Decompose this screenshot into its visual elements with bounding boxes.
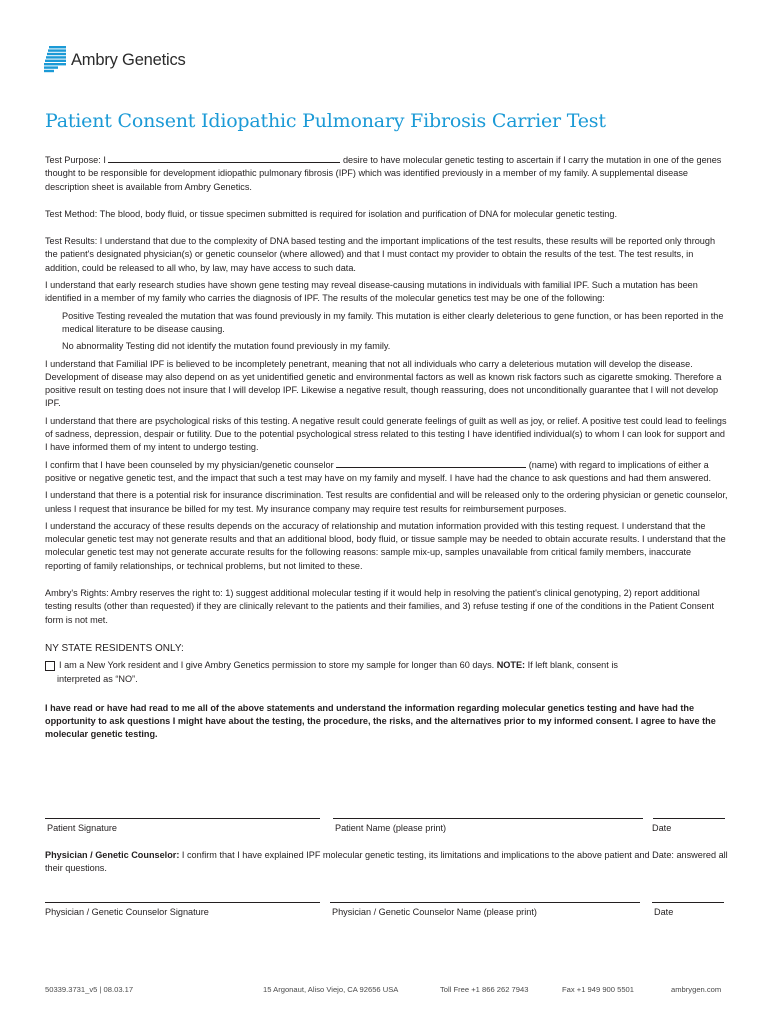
accuracy-paragraph: I understand the accuracy of these results depends on the accuracy of relationship and mutation information provided with this testing request. I understand that the molecular genetic test may not generate results and that an additional blood, body fluid, or tissue sample may be needed to obtain accurate results. I understand that the molecular genetic test may not generate accurate results for the following reasons: sample mix-up, samples unavailable from critical family members, inaccurate reporting of family relationships, or technical problems, but not limited to these. (45, 520, 726, 571)
brand-name: Ambry Genetics (71, 50, 186, 69)
ny-consent-checkbox[interactable] (45, 661, 55, 671)
psychological-risk-paragraph: I understand that there are psychological risks of this testing. A negative result could generate feelings of guilt as well as joy, or relief. A positive test could lead to feelings of sadness, depression, despair or futility. Due to the potential psychological stress related to this testing I have identified individual(s) to whom I can look for support and I have informed them of my intent to undergo testing. (45, 415, 727, 453)
test-purpose-text: desire to have molecular genetic testing to ascertain if I carry the mutation in one of the genes thought to be responsible for development idiopathic pulmonary fibrosis (IPF) which was identified previously in a member of my family. A supplemental disease description sheet is available from Ambry Genetics. (45, 155, 722, 192)
test-purpose-label: Test Purpose (45, 155, 99, 165)
patient-signature-label: Patient Signature (47, 823, 118, 833)
ny-consent-row (45, 659, 728, 672)
patient-signature-line[interactable] (45, 818, 320, 819)
physician-label: Physician / Genetic Counselor: (45, 850, 180, 860)
counseling-post: (name) with regard to implications of either a positive or negative genetic test, and the impact that such a test may have on my family and myself. I have had the chance to ask questions and had them answered. (45, 459, 711, 483)
patient-name-blank[interactable] (108, 154, 340, 163)
test-purpose-paragraph (45, 154, 728, 194)
test-results-paragraph (45, 235, 728, 275)
counselor-name-blank[interactable] (336, 459, 526, 468)
physician-name-line[interactable] (330, 902, 640, 903)
test-method-text: The blood, body fluid, or tissue specimen submitted is required for isolation and purification of DNA for molecular genetic testing. (97, 208, 617, 219)
ambry-rights-paragraph (45, 587, 728, 627)
test-method-label: Test Method: (45, 208, 98, 219)
ambry-logo-icon (44, 46, 66, 74)
patient-date-line[interactable] (653, 818, 725, 819)
negative-result-paragraph: No abnormality Testing did not identify the mutation found previously in my family. (62, 341, 391, 352)
counseling-pre: I confirm that I have been counseled by my physician/genetic counselor (45, 459, 337, 470)
agreement-paragraph: I have read or have had read to me all of the above statements and understand the information regarding molecular genetics testing and have had the opportunity to ask questions I might have about the testing, the procedure, the risks, and the alternatives prior to my informed consent. I agree to have the molecular genetic testing. (45, 702, 716, 740)
patient-name-line[interactable] (333, 818, 643, 819)
footer-tollfree: Toll Free +1 866 262 7943 (440, 985, 529, 994)
physician-date-label: Date (654, 907, 674, 917)
counseling-paragraph (45, 459, 728, 486)
ny-consent-statement: I am a New York resident and I give Ambry Genetics permission to store my sample for longer than 60 days. (59, 660, 497, 671)
test-results-label: Test Results: (45, 236, 98, 247)
footer-address: 15 Argonaut, Aliso Viejo, CA 92656 USA (263, 985, 399, 994)
form-code: 50339.3731_v5 | 08.03.17 (45, 985, 134, 994)
patient-name-label: Patient Name (please print) (335, 823, 447, 833)
ny-residents-heading: NY STATE RESIDENTS ONLY: (45, 642, 184, 654)
ny-note-label: NOTE: (496, 660, 526, 671)
research-paragraph: I understand that early research studies have shown gene testing may reveal disease-causing mutations in individuals with familial IPF. Such a mutation has been identified in a member of my family who carries the diagnosis of IPF. The results of the molecular genetics test may be one of the following: (45, 280, 698, 304)
ny-note-continued: interpreted as “NO”. (57, 673, 138, 684)
test-purpose-pre: : I (98, 155, 109, 165)
physician-text: I confirm that I have explained IPF molecular genetic testing, its limitations and implications to the above patient and Date: answered all their questions. (45, 850, 728, 874)
physician-statement (45, 849, 728, 876)
insurance-paragraph: I understand that there is a potential risk for insurance discrimination. Test results are confidential and will be released only to the ordering physician or genetic counselor, unless I request that insurance be billed for my test. My insurance company may require test results for reimbursement purposes. (45, 490, 728, 514)
physician-name-label: Physician / Genetic Counselor Name (please print) (332, 907, 537, 917)
ambry-rights-label: Ambry's Rights: (45, 588, 109, 599)
ny-consent-text (59, 659, 618, 672)
positive-result-paragraph: Positive Testing revealed the mutation that was found previously in my family. This mutation is either clearly deleterious to gene function, or has been reported in the medical literature to be disease causing. (62, 310, 724, 334)
test-method-paragraph (45, 208, 728, 221)
test-results-text: I understand that due to the complexity of DNA based testing and the important implications of the test results, these results will be reported only through the patient's designated physician(s) or genetic counselor (where allowed) and that I must contact my provider to obtain the results of the test. The test results, in addition, could be released to all who, by law, may have access to such data. (45, 236, 716, 273)
penetrance-paragraph: I understand that Familial IPF is believed to be incompletely penetrant, meaning that not all individuals who carry a deleterious mutation will develop the disease. Development of disease may also depend on as yet unidentified genetic and environmental factors as well as known risk factors such as cigarette smoking. Therefore a positive result on testing does not insure that I will develop IPF. Likewise a negative result, though reassuring, does not unconditionally guarantee that I will not develop IPF. (45, 358, 722, 409)
footer-website-link[interactable]: ambrygen.com (671, 985, 722, 994)
ambry-logo (44, 46, 186, 74)
ambry-rights-text: Ambry reserves the right to: 1) suggest additional molecular testing if it would help in resolving the patient's clinical genotyping, 2) report additional testing results (other than requested) if they are clinically relevant to the patients and their families, and 3) refuse testing if one of the conditions in the Patient Consent form is not met. (45, 588, 715, 625)
physician-signature-label: Physician / Genetic Counselor Signature (45, 907, 209, 917)
physician-signature-line[interactable] (45, 902, 320, 903)
consent-body (45, 154, 728, 746)
physician-date-line[interactable] (652, 902, 724, 903)
page-title: Patient Consent Idiopathic Pulmonary Fibrosis Carrier Test (45, 110, 606, 132)
patient-date-label: Date (652, 823, 672, 833)
footer-fax: Fax +1 949 900 5501 (562, 985, 634, 994)
ny-note-text: If left blank, consent is (525, 660, 618, 671)
